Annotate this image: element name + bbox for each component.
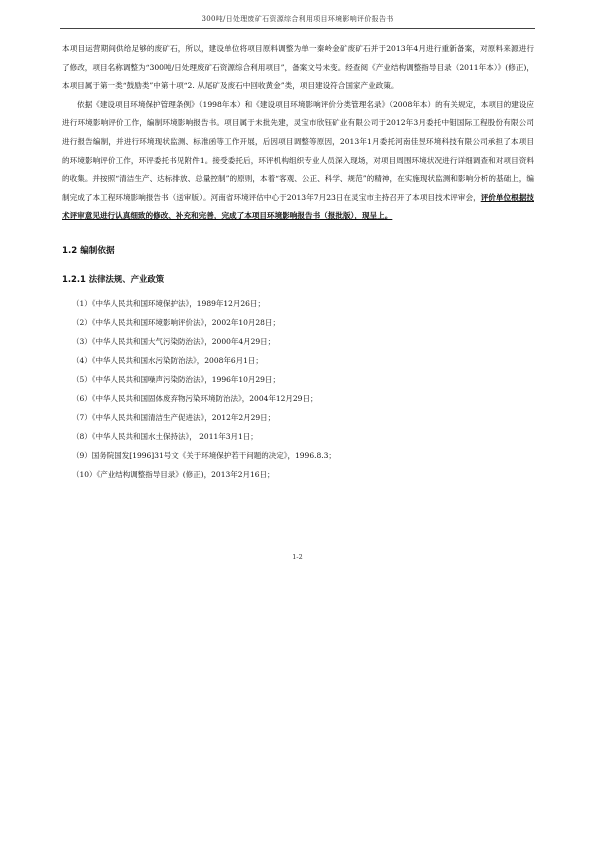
page-number: 1-2 xyxy=(292,553,303,561)
list-item: （7）《中华人民共和国清洁生产促进法》，2012年2月29日； xyxy=(72,412,276,422)
list-item: （5）《中华人民共和国噪声污染防治法》，1996年10月29日； xyxy=(72,374,280,384)
list-item: （1）《中华人民共和国环境保护法》，1989年12月26日； xyxy=(72,298,265,308)
section-heading: 1.2 编制依据 xyxy=(62,245,115,256)
list-item: （6）《中华人民共和国固体废弃物污染环境防治法》，2004年12月29日； xyxy=(72,393,318,403)
paragraph-eia-basis xyxy=(62,96,534,226)
page-body xyxy=(62,40,534,484)
paragraph-project-background: 本项目运营期间供给足够的废矿石，所以，建设单位将项目原料调整为单一秦岭金矿废矿石并于2013年4月进行重新备案，对原料来源进行了修改，项目名称调整为“300吨/日处理废矿石资源综合利用项目”，备案文号未变。经查阅《产业结构调整指导目录（2011年本）》(修正)，本项目属于第一类“鼓励类”中第十项“2. 从尾矿及废石中回收黄金”类，项目建设符合国家产业政策。 xyxy=(62,44,534,91)
laws-list xyxy=(62,294,534,484)
paragraph-eia-basis-text: 依据《建设项目环境保护管理条例》（1998年本）和《建设项目环境影响评价分类管理名录》（2008年本）的有关规定，本项目的建设应进行环境影响评价工作，编制环境影响报告书。项目属于未批先建，灵宝市欣钰矿业有限公司于2012年3月委托中钼国际工程股份有限公司进行报告编制，并进行环境现状监测、标准函等工作开展，后因项目调整等原因，2013年1月委托河南佳昱环境科技有限公司承担了本项目的环境影响评价工作，环评委托书见附件1。接受委托后，环评机构组织专业人员深入现场，对项目周围环境状况进行详细调查和对项目资料的收集。并按照“清洁生产、达标排放、总量控制”的原则，本着“客观、公正、科学、规范”的精神，在实施现状监测和影响分析的基础上，编制完成了本工程环境影响报告书（送审版）。河南省环境评估中心于2013年7月23日在灵宝市主持召开了本项目技术评审会， xyxy=(62,99,534,202)
list-item: （9）国务院国发[1996]31号文《关于环境保护若干问题的决定》，1996.8.3； xyxy=(72,450,336,460)
list-item: （2）《中华人民共和国环境影响评价法》，2002年10月28日； xyxy=(72,317,280,327)
list-item: （4）《中华人民共和国水污染防治法》，2008年6月1日； xyxy=(72,355,263,365)
running-header: 300吨/日处理废矿石资源综合利用项目环境影响评价报告书 xyxy=(60,12,535,29)
underlined-revision-note: 评价单位根据技术评审意见进行认真细致的修改、补充和完善，完成了本项目环境影响报告书（报批版），现呈上。 xyxy=(62,192,534,221)
list-item: （10）《产业结构调整指导目录》(修正)，2013年2月16日； xyxy=(72,469,275,479)
subsection-heading: 1.2.1 法律法规、产业政策 xyxy=(62,273,165,284)
list-item: （8）《中华人民共和国水土保持法》， 2011年3月1日； xyxy=(72,431,258,441)
list-item: （3）《中华人民共和国大气污染防治法》，2000年4月29日； xyxy=(72,336,276,346)
